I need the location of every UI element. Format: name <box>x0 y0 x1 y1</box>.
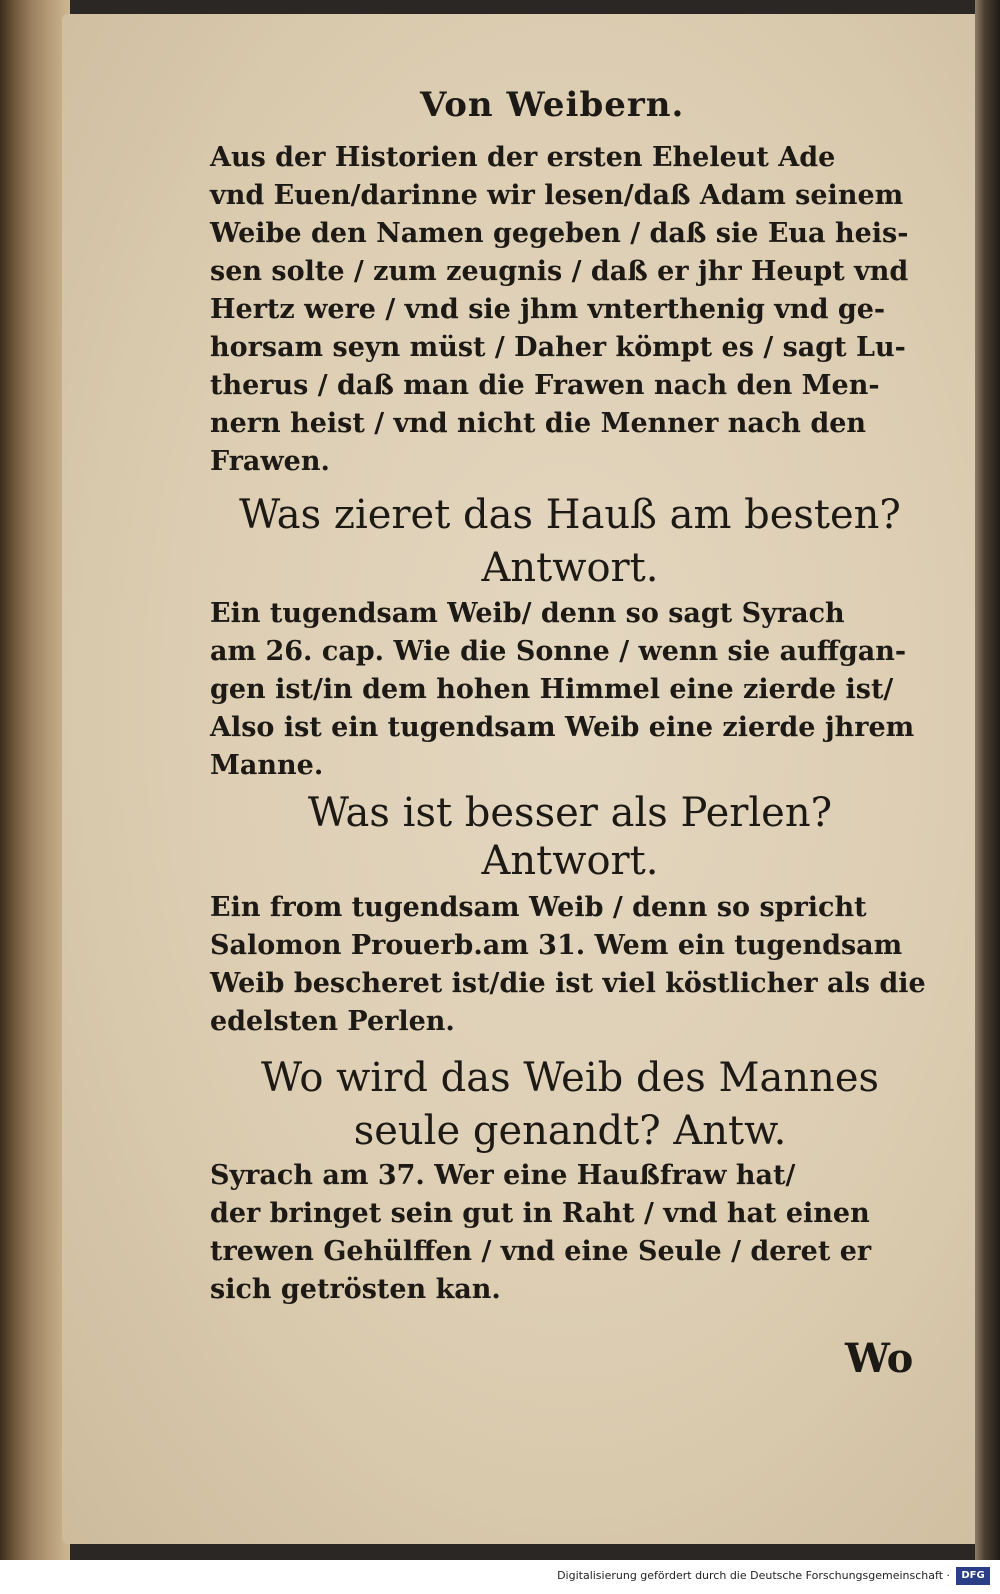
text-line: Ein from tugendsam Weib / denn so spricht <box>210 892 867 923</box>
text-line: therus / daß man die Frawen nach den Men- <box>210 370 880 401</box>
text-line: horsam seyn müst / Daher kömpt es / sagt Lu- <box>210 332 906 363</box>
text-line: der bringet sein gut in Raht / vnd hat einen <box>210 1198 870 1229</box>
text-line: nern heist / vnd nicht die Menner nach den <box>210 408 867 439</box>
question-heading: Wo wird das Weib des Mannes <box>260 1055 880 1101</box>
text-line: sich getrösten kan. <box>210 1274 501 1305</box>
book-edge-left <box>0 0 70 1560</box>
text-line: Weibe den Namen gegeben / daß sie Eua heis- <box>210 218 909 249</box>
text-line: Frawen. <box>210 446 330 477</box>
book-edge-right <box>975 0 1000 1560</box>
text-line: am 26. cap. Wie die Sonne / wenn sie auffgan- <box>210 636 907 667</box>
text-line: Syrach am 37. Wer eine Haußfraw hat/ <box>210 1160 796 1191</box>
question-heading: Was ist besser als Perlen? <box>307 790 833 836</box>
question-heading-continued: seule genandt? Antw. <box>353 1108 787 1154</box>
text-line: sen solte / zum zeugnis / daß er jhr Heupt vnd <box>210 256 909 287</box>
running-header: Von Weibern. <box>420 85 685 125</box>
text-line: gen ist/in dem hohen Himmel eine zierde ist/ <box>210 674 894 705</box>
text-line: Weib bescheret ist/die ist viel köstlicher als die <box>210 968 926 999</box>
question-heading: Was zieret das Hauß am besten? <box>239 492 901 538</box>
text-line: Hertz were / vnd sie jhm vnterthenig vnd ge- <box>210 294 886 325</box>
answer-label: Antwort. <box>481 838 659 884</box>
text-line: Ein tugendsam Weib/ denn so sagt Syrach <box>210 598 845 629</box>
text-line: Manne. <box>210 750 324 781</box>
footer-bar <box>0 1560 1000 1594</box>
dfg-logo-icon: DFG <box>956 1567 990 1585</box>
text-line: edelsten Perlen. <box>210 1006 455 1037</box>
text-line: trewen Gehülffen / vnd eine Seule / deret er <box>210 1236 872 1267</box>
funding-credit: Digitalisierung gefördert durch die Deutsche Forschungsgemeinschaft · <box>557 1569 950 1582</box>
text-line: Aus der Historien der ersten Eheleut Ade <box>210 142 836 173</box>
text-line: vnd Euen/darinne wir lesen/daß Adam seinem <box>210 180 904 211</box>
catchword: Wo <box>845 1335 914 1382</box>
text-line: Salomon Prouerb.am 31. Wem ein tugendsam <box>210 930 903 961</box>
text-line: Also ist ein tugendsam Weib eine zierde jhrem <box>210 712 915 743</box>
answer-label: Antwort. <box>481 545 659 591</box>
